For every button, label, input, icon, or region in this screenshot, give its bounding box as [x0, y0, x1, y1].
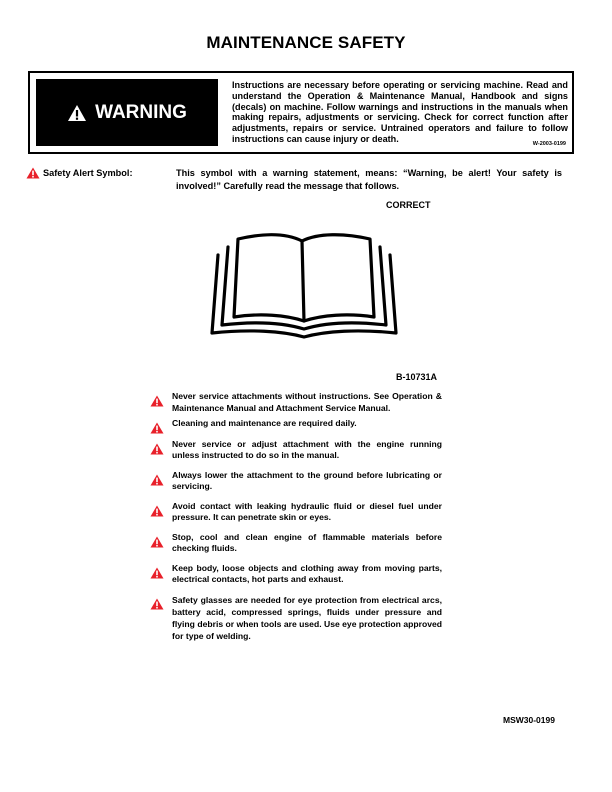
- safety-alert-icon: [150, 395, 164, 407]
- list-item-text: Stop, cool and clean engine of flammable materials before checking fluids.: [172, 531, 442, 553]
- safety-alert-icon: [150, 422, 164, 434]
- list-item: [150, 501, 442, 524]
- list-item-text: Never service attachments without instructions. See Operation & Maintenance Manual and Attachment Service Manual.: [172, 391, 442, 413]
- safety-alert-icon: [150, 443, 164, 455]
- list-item-text: Safety glasses are needed for eye protection from electrical arcs, battery acid, compressed springs, fluids under pressure and flying debris or when tools are used. Use eye protection approved for type of welding.: [172, 594, 442, 641]
- safety-alert-icon: [150, 505, 164, 517]
- warning-code: W-2003-0199: [532, 141, 566, 147]
- list-item-text: Avoid contact with leaking hydraulic fluid or diesel fuel under pressure. It can penetrate skin or eyes.: [172, 500, 442, 522]
- list-item: [150, 391, 442, 414]
- list-item-text: Never service or adjust attachment with the engine running unless instructed to do so in the manual.: [172, 438, 442, 460]
- safety-instruction-list: [150, 391, 442, 642]
- list-item-text: Always lower the attachment to the ground before lubricating or servicing.: [172, 469, 442, 491]
- warning-label: WARNING: [95, 101, 187, 123]
- list-item: [150, 594, 442, 642]
- list-item: [150, 439, 442, 462]
- figure-caption: CORRECT: [386, 200, 431, 210]
- safety-alert-icon: [150, 567, 164, 579]
- warning-triangle-icon: [67, 104, 87, 122]
- warning-text: Instructions are necessary before operating or servicing machine. Read and understand the Operation & Maintenance Manual, Handbook and signs (decals) on machine. Follow warnings and instructions in the manuals when making repairs, adjustments or servicing. Check for correct function after adjustments, repairs or service. Untrained operators and failure to follow instructions can cause injury or death.: [232, 80, 568, 144]
- list-item-text: Cleaning and maintenance are required daily.: [172, 418, 357, 428]
- list-item: [150, 418, 442, 430]
- figure-code: B-10731A: [396, 372, 438, 382]
- safety-alert-icon: [26, 167, 40, 179]
- safety-alert-icon: [150, 598, 164, 610]
- safety-alert-icon: [150, 536, 164, 548]
- list-item: [150, 470, 442, 493]
- warning-box: [28, 71, 574, 154]
- list-item-text: Keep body, loose objects and clothing away from moving parts, electrical contacts, hot parts and exhaust.: [172, 562, 442, 584]
- page-title: MAINTENANCE SAFETY: [206, 33, 406, 52]
- safety-alert-icon: [150, 474, 164, 486]
- safety-alert-text: This symbol with a warning statement, means: “Warning, be alert! Your safety is involved!” Carefully read the message that follows.: [176, 168, 562, 191]
- list-item: [150, 532, 442, 555]
- safety-alert-label: Safety Alert Symbol:: [43, 168, 133, 178]
- open-book-illustration: [204, 229, 404, 341]
- warning-label-panel: [36, 79, 218, 146]
- footer-code: MSW30-0199: [503, 715, 555, 725]
- list-item: [150, 563, 442, 586]
